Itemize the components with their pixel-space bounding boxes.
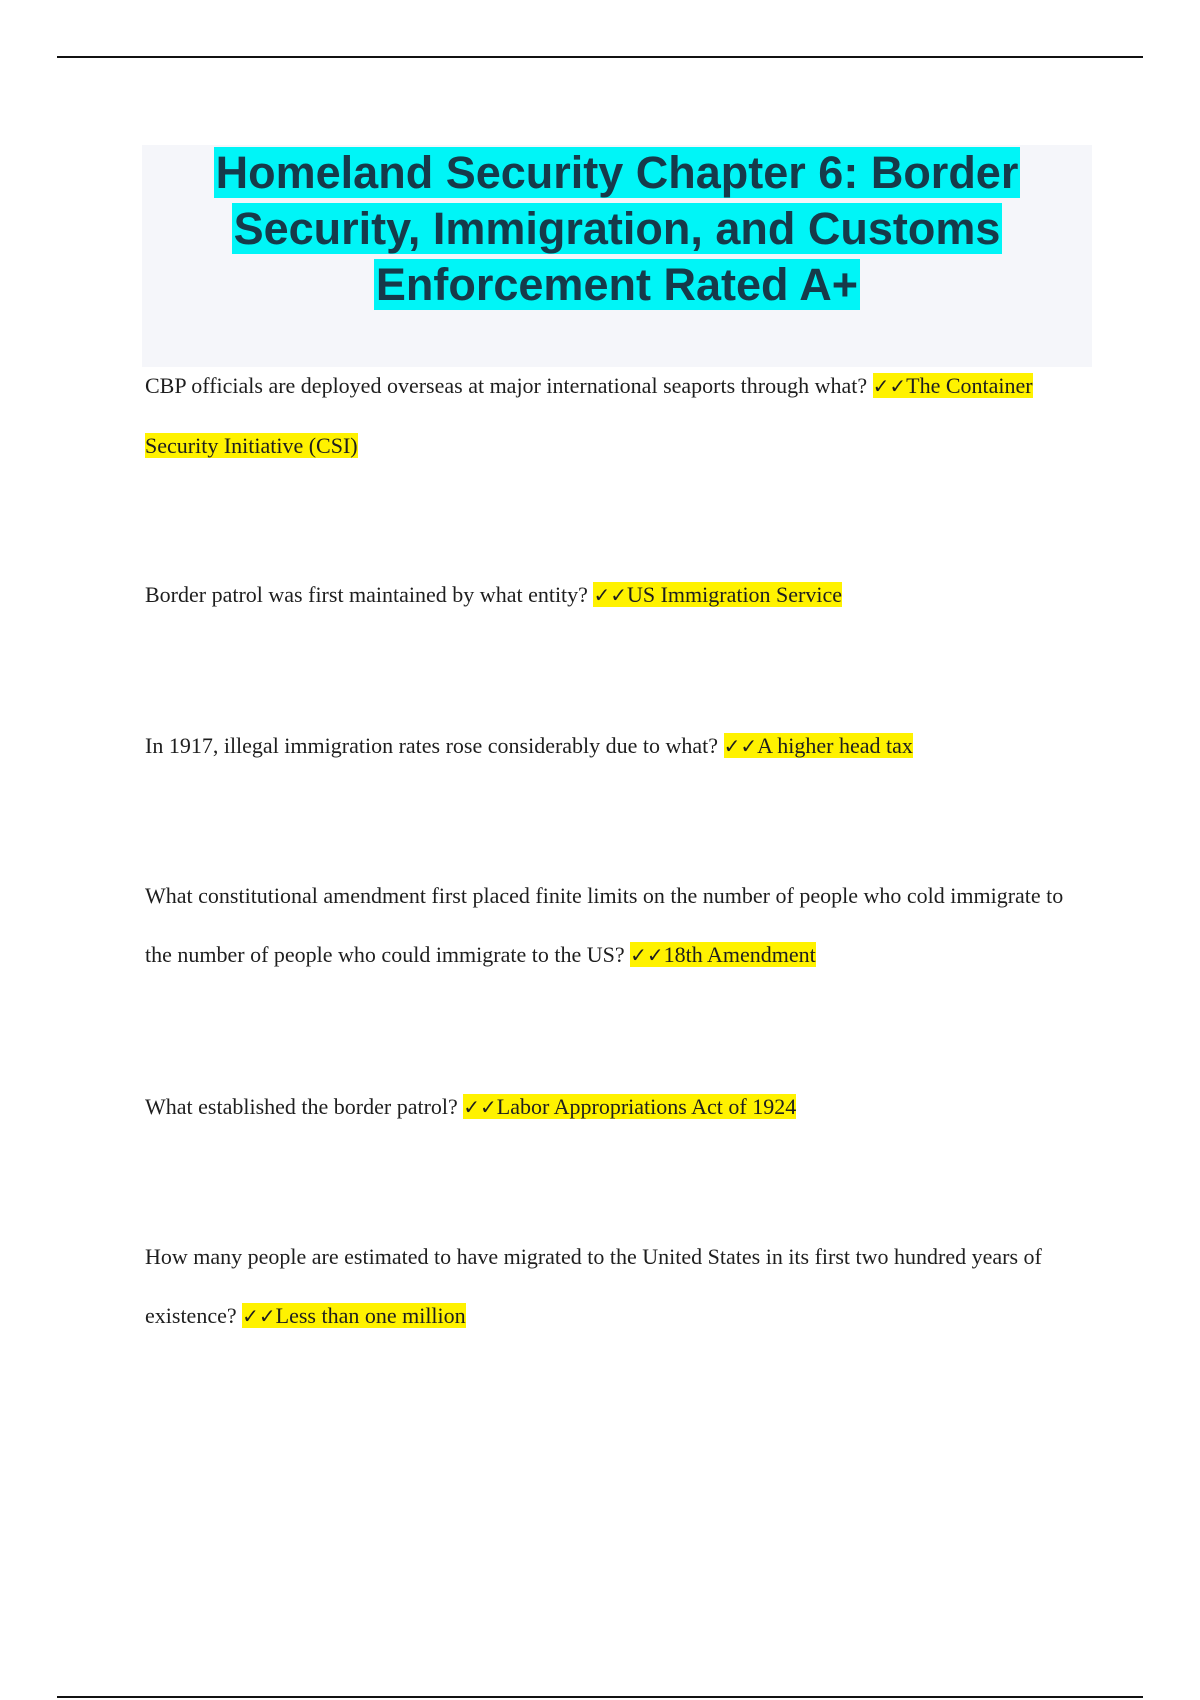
- top-rule: [57, 56, 1143, 58]
- qa-item: [145, 866, 1065, 985]
- question-text: What constitutional amendment first placed finite limits on the number of people who cold immigrate to the number of people who could immigrate to the US?: [145, 883, 1064, 967]
- qa-item: [145, 716, 1065, 776]
- answer-text: Less than one million: [275, 1303, 466, 1328]
- double-check-icon: ✓✓: [242, 1304, 276, 1328]
- double-check-icon: ✓✓: [593, 583, 627, 607]
- answer-text: 18th Amendment: [663, 942, 816, 967]
- answer-highlight: [630, 942, 816, 967]
- question-text: In 1917, illegal immigration rates rose considerably due to what?: [145, 733, 719, 758]
- title-highlight: Homeland Security Chapter 6: Border Security, Immigration, and Customs Enforcement Rated A+: [215, 147, 1019, 310]
- qa-item: [145, 1077, 1065, 1137]
- double-check-icon: ✓✓: [463, 1095, 497, 1119]
- document-title: [142, 145, 1092, 313]
- question-text: How many people are estimated to have migrated to the United States in its first two hundred years of existence?: [145, 1244, 1042, 1328]
- answer-text: A higher head tax: [757, 733, 913, 758]
- answer-highlight: [242, 1303, 466, 1328]
- qa-item: [145, 356, 1065, 475]
- answer-text: US Immigration Service: [626, 582, 843, 607]
- answer-text: The Container Security Initiative (CSI): [145, 373, 1033, 458]
- title-block: [142, 145, 1092, 367]
- answer-highlight: [724, 733, 913, 758]
- double-check-icon: ✓✓: [630, 943, 664, 967]
- double-check-icon: ✓✓: [723, 734, 758, 758]
- answer-highlight: [463, 1094, 796, 1119]
- answer-text: Labor Appropriations Act of 1924: [496, 1094, 797, 1119]
- qa-item: [145, 565, 1065, 625]
- answer-highlight: [593, 582, 842, 607]
- bottom-rule: [57, 1696, 1143, 1698]
- question-text: CBP officials are deployed overseas at major international seaports through what?: [145, 373, 868, 398]
- question-text: What established the border patrol?: [145, 1094, 458, 1119]
- qa-item: [145, 1227, 1065, 1346]
- double-check-icon: ✓✓: [872, 374, 907, 398]
- question-text: Border patrol was first maintained by what entity?: [145, 582, 588, 607]
